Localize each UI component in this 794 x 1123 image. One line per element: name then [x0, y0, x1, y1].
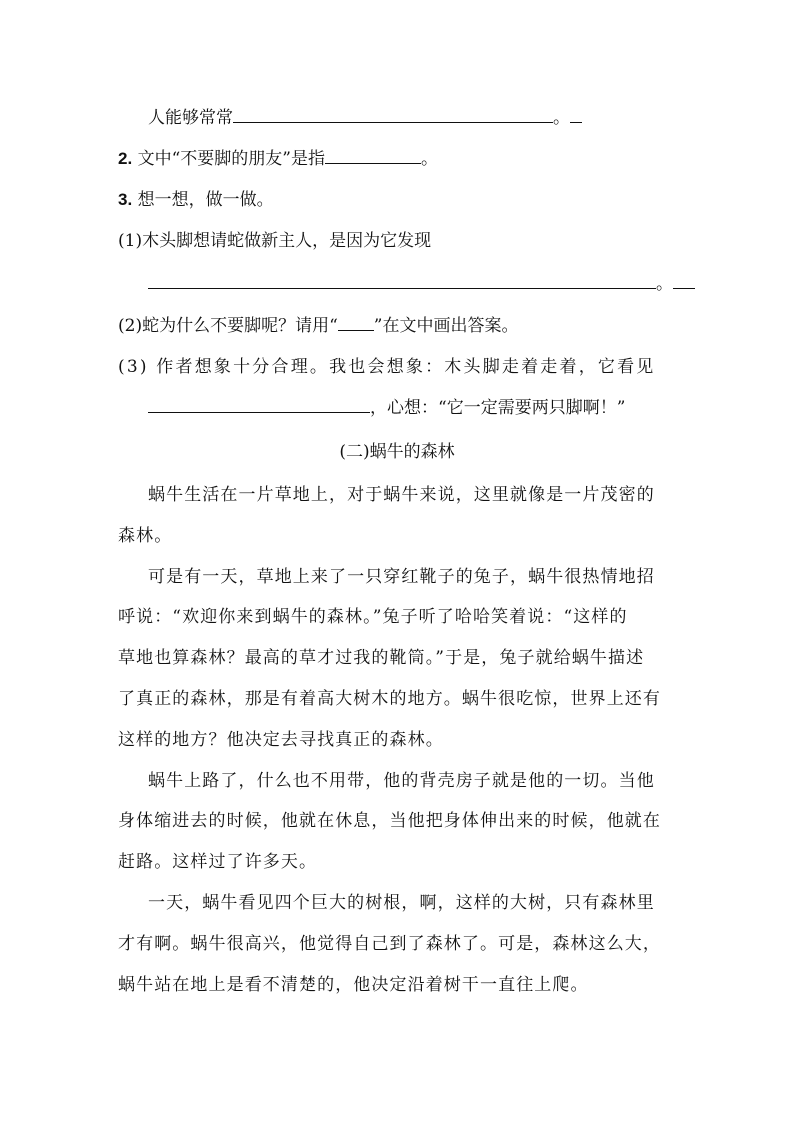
q3-number: 3. — [118, 190, 133, 209]
passage-line: 蜗牛生活在一片草地上，对于蜗牛来说，这里就像是一片茂密的 — [148, 485, 655, 505]
q1-end: 。 — [553, 108, 570, 128]
passage-line: 蜗牛站在地上是看不清楚的，他决定沿着树干一直往上爬。 — [118, 975, 589, 995]
q3-1-text: 木头脚想请蛇做新主人，是因为它发现 — [142, 231, 432, 251]
passage-line: 草地也算森林？最高的草才过我的靴筒。”于是，兔子就给蜗牛描述 — [118, 648, 645, 668]
question-3-1-answer-line — [148, 272, 695, 296]
q2-number: 2. — [118, 149, 133, 168]
q2-text: 文中“不要脚的朋友”是指 — [137, 149, 325, 169]
q3-3-text: 作者想象十分合理。我也会想象：木头脚走着走着，它看见 — [156, 357, 656, 377]
question-3 — [118, 188, 274, 212]
q1-text: 人能够常常 — [148, 108, 233, 128]
q3-1-label: (1) — [118, 231, 143, 251]
passage-line: 这样的地方？他决定去寻找真正的森林。 — [118, 730, 444, 750]
passage-line: 蜗牛上路了，什么也不用带，他的背壳房子就是他的一切。当他 — [148, 771, 655, 791]
passage-line: 一天，蜗牛看见四个巨大的树根，啊，这样的大树，只有森林里 — [148, 893, 655, 913]
q3-2-post: ”在文中画出答案。 — [373, 316, 519, 336]
q2-end: 。 — [420, 149, 438, 169]
question-3-2 — [118, 314, 519, 338]
passage-line: 身体缩进去的时候，他就在休息，当他把身体伸出来的时候，他就在 — [118, 811, 661, 831]
passage-line: 才有啊。蜗牛很高兴，他觉得自己到了森林了。可是，森林这么大， — [118, 934, 661, 954]
q1-answer-blank[interactable] — [233, 106, 553, 123]
q3-1-answer-blank[interactable] — [148, 272, 656, 289]
q3-3-cont: ，心想：“它一定需要两只脚啊！” — [370, 398, 626, 418]
q3-1-end: 。 — [656, 274, 673, 294]
passage-line: 赶路。这样过了许多天。 — [118, 852, 318, 872]
question-2 — [118, 147, 438, 171]
q1-answer-blank-tail — [570, 106, 582, 123]
passage-line: 森林。 — [118, 526, 173, 546]
q3-2-underline-sample — [338, 314, 374, 331]
passage-line: 可是有一天，草地上来了一只穿红靴子的兔子，蜗牛很热情地招 — [148, 567, 655, 587]
passage-title: (二)蜗牛的森林 — [339, 442, 455, 462]
q3-2-label: (2) — [118, 316, 143, 336]
q3-text: 想一想，做一做。 — [137, 190, 274, 210]
question-3-3 — [118, 355, 656, 379]
question-3-1 — [118, 229, 431, 253]
q1-continuation — [148, 106, 582, 130]
q3-3-answer-blank[interactable] — [148, 396, 370, 413]
q3-3-label: (3) — [118, 357, 149, 377]
passage-line: 了真正的森林，那是有着高大树木的地方。蜗牛很吃惊，世界上还有 — [118, 689, 661, 709]
q3-2-pre: 蛇为什么不要脚呢？请用“ — [142, 316, 338, 336]
q2-answer-blank[interactable] — [325, 147, 421, 164]
q3-1-answer-blank-tail — [673, 272, 695, 289]
passage-line: 呼说：“欢迎你来到蜗牛的森林。”兔子听了哈哈笑着说：“这样的 — [118, 607, 628, 627]
question-3-3-cont — [148, 396, 625, 420]
